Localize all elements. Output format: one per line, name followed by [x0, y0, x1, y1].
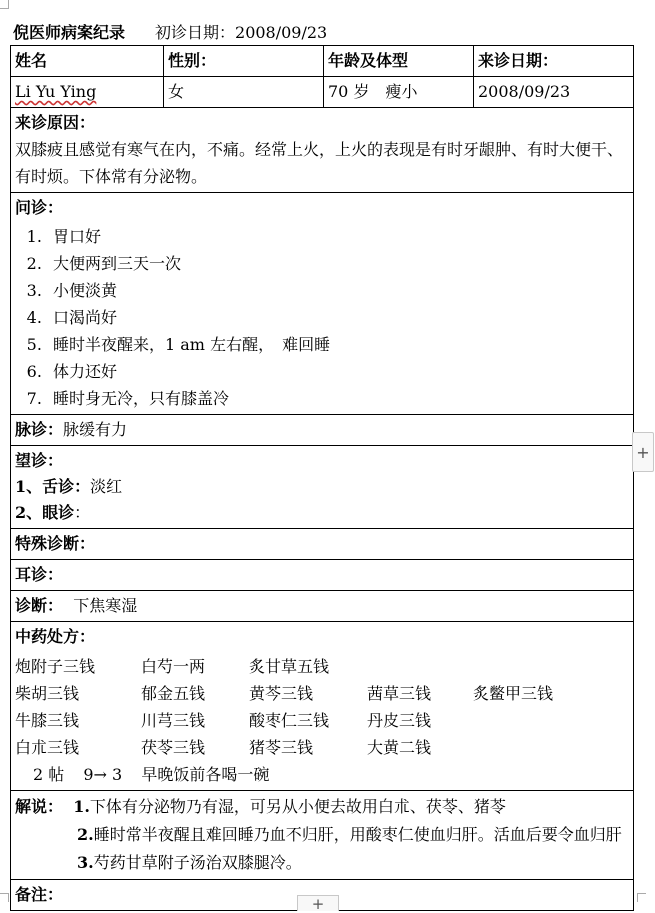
first-visit-date: 初诊日期：2008/09/23 — [155, 22, 328, 42]
reason-section — [11, 108, 634, 193]
ear-diagnosis-label: 耳诊： — [11, 560, 634, 591]
herb-item: 茯苓三钱 — [141, 738, 206, 757]
dose-count: 2 帖 — [33, 765, 65, 784]
herb-item: 郁金五钱 — [141, 684, 206, 703]
diagnosis-section — [11, 591, 634, 622]
patient-gender: 女 — [164, 77, 324, 108]
reason-text: 双膝疲且感觉有寒气在内，不痛。经常上火，上火的表现是有时牙龈肿、有时大便干、有时烦。下体常有分泌物。 — [15, 140, 624, 186]
dose-instruction: 早晚饭前各喝一碗 — [141, 765, 270, 784]
list-item: 1. 胃口好 — [47, 223, 629, 250]
explanation-section — [11, 791, 634, 880]
herb-item: 黄芩三钱 — [249, 684, 314, 703]
inquiry-list — [15, 223, 629, 412]
herb-item — [473, 707, 573, 734]
explanation-number: 1. — [73, 797, 90, 816]
herb-item: 丹皮三钱 — [367, 711, 432, 730]
gender-label: 性别： — [164, 46, 324, 77]
prescription-section — [11, 622, 634, 791]
explanation-number: 2. — [77, 825, 94, 844]
list-item: 6. 体力还好 — [47, 358, 629, 385]
herb-item: 白朮三钱 — [15, 738, 80, 757]
herb-item: 川芎三钱 — [141, 711, 206, 730]
list-item: 5. 睡时半夜醒来，1 am 左右醒， 难回睡 — [47, 331, 629, 358]
list-item: 2. 大便两到三天一次 — [47, 250, 629, 277]
record-title: 倪医师病案纪录 — [13, 22, 126, 42]
remarks-label: 备注： — [11, 880, 634, 911]
explanation-label: 解说： — [15, 797, 64, 816]
list-item: 7. 睡时身无冷，只有膝盖冷 — [47, 385, 629, 412]
prescription-label: 中药处方： — [15, 627, 96, 646]
tongue-label: 1、舌诊： — [15, 477, 91, 496]
pulse-section — [11, 415, 634, 446]
herb-item: 牛膝三钱 — [15, 711, 80, 730]
herb-item: 炙鳖甲三钱 — [473, 684, 554, 703]
eye-label: 2、眼诊 — [15, 503, 75, 522]
special-diagnosis-label: 特殊诊断： — [11, 529, 634, 560]
reason-label: 来诊原因： — [15, 113, 96, 132]
plus-icon: + — [311, 894, 325, 913]
add-column-button[interactable] — [632, 432, 654, 472]
patient-name: Li Yu Ying — [15, 82, 97, 101]
patient-age: 70 岁 瘦小 — [324, 77, 474, 108]
page-corner-mark — [0, 893, 9, 902]
diagnosis-label: 诊断： — [15, 596, 64, 615]
herb-item: 茜草三钱 — [367, 684, 432, 703]
record-header — [10, 17, 632, 45]
explanation-text: 睡时常半夜醒且难回睡乃血不归肝，用酸枣仁使血归肝。活血后要令血归肝 — [93, 825, 622, 844]
age-label: 年龄及体型 — [324, 46, 474, 77]
explanation-text: 下体有分泌物乃有湿，可另从小便去故用白朮、茯苓、猪苓 — [89, 797, 506, 816]
list-item: 3. 小便淡黄 — [47, 277, 629, 304]
herb-item: 猪苓三钱 — [249, 738, 314, 757]
visit-date-label: 来诊日期： — [474, 46, 634, 77]
dosage-line — [15, 761, 629, 788]
explanation-text: 芍药甘草附子汤治双膝腿冷。 — [93, 853, 302, 872]
observation-section — [11, 446, 634, 529]
diagnosis-value: 下焦寒湿 — [73, 596, 138, 615]
visit-date: 2008/09/23 — [474, 77, 634, 108]
inquiry-section — [11, 193, 634, 415]
herb-item: 炙甘草五钱 — [249, 657, 330, 676]
inquiry-label: 问诊： — [15, 198, 64, 217]
herb-item: 酸枣仁三钱 — [249, 711, 330, 730]
pulse-label: 脉诊： — [15, 420, 64, 439]
eye-value: ： — [74, 503, 91, 522]
patient-name-cell — [11, 77, 164, 108]
herb-list — [15, 653, 629, 761]
herb-item: 大黄二钱 — [367, 738, 432, 757]
explanation-number: 3. — [77, 853, 94, 872]
page-corner-mark — [637, 893, 646, 902]
add-row-button[interactable] — [297, 895, 339, 911]
herb-item — [367, 653, 473, 680]
dose-reduction: 9→ 3 — [83, 765, 123, 784]
page-corner-mark — [0, 0, 9, 9]
pulse-value: 脉缓有力 — [63, 420, 128, 439]
observation-label: 望诊： — [15, 451, 64, 470]
name-label: 姓名 — [11, 46, 164, 77]
herb-item: 白芍一两 — [141, 657, 206, 676]
herb-item: 炮附子三钱 — [15, 657, 96, 676]
list-item: 4. 口渴尚好 — [47, 304, 629, 331]
medical-record-table — [10, 45, 634, 911]
herb-item — [473, 653, 573, 680]
tongue-value: 淡红 — [90, 477, 123, 496]
plus-icon: + — [636, 442, 650, 462]
herb-item: 柴胡三钱 — [15, 684, 80, 703]
herb-item — [473, 734, 573, 761]
